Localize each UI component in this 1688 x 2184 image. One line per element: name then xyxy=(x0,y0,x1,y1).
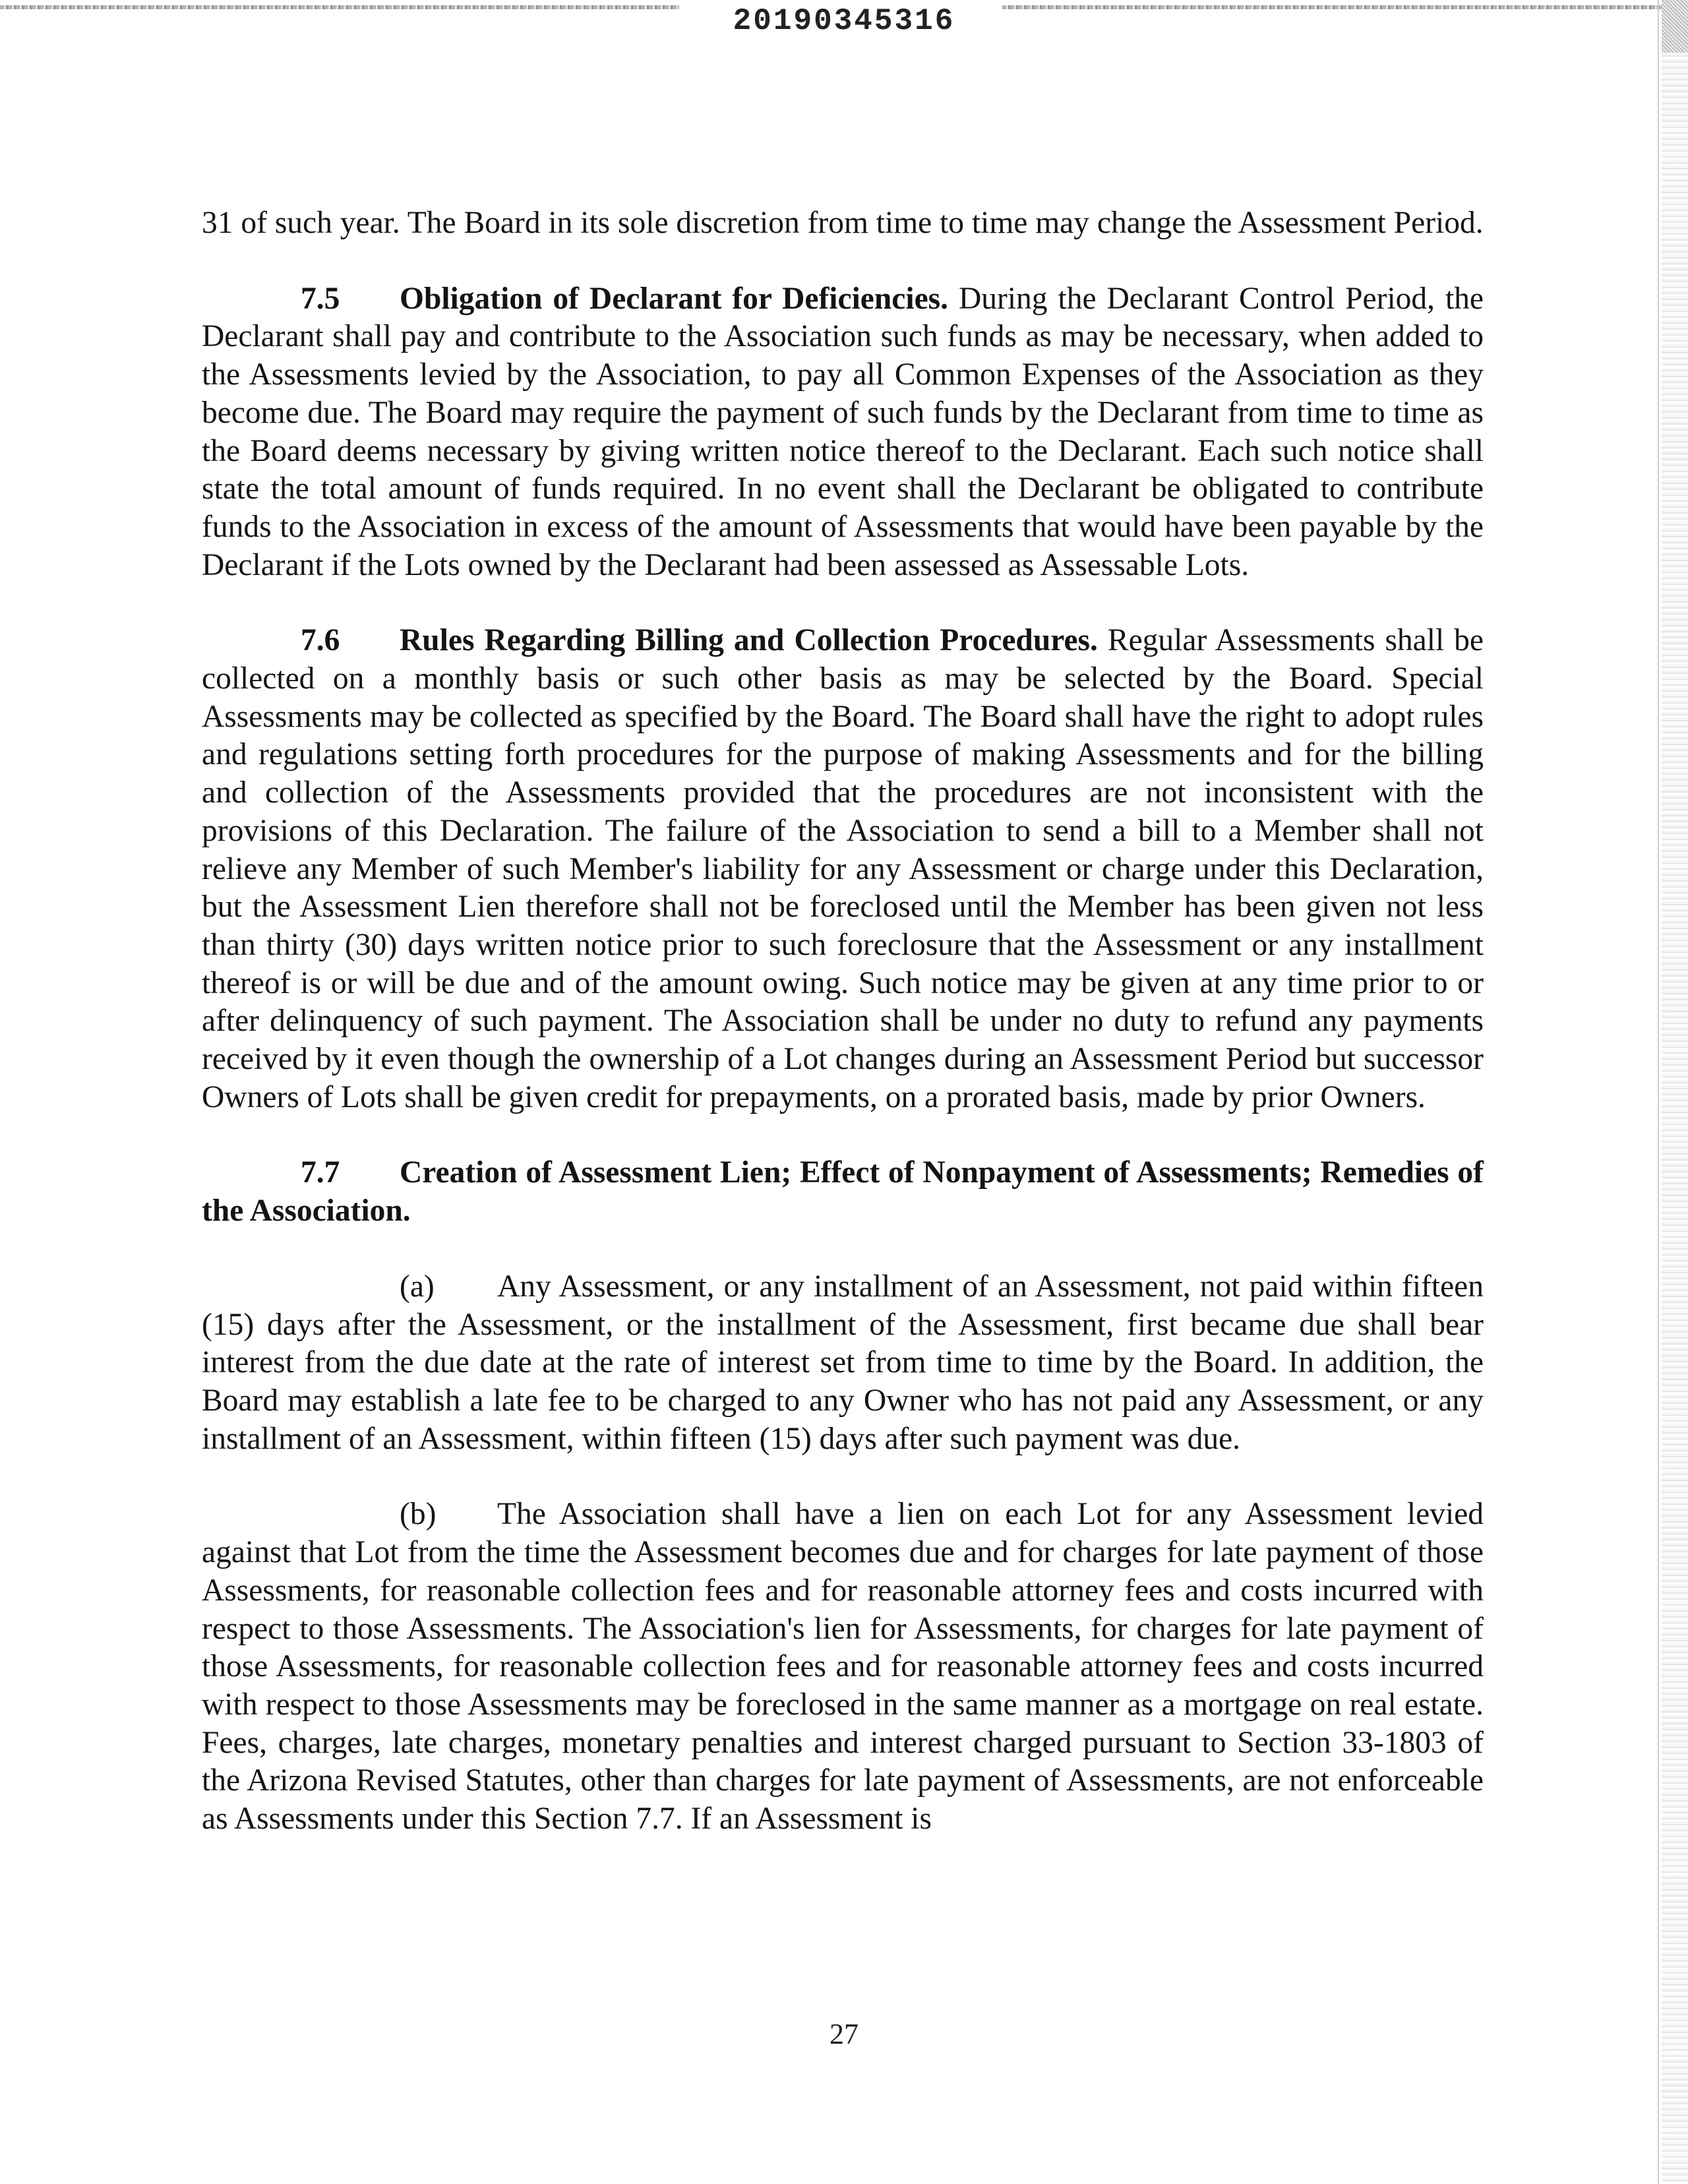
continuation-paragraph: 31 of such year. The Board in its sole discretion from time to time may change the Assessment Period. xyxy=(202,206,1484,240)
section-7-7-item-a xyxy=(202,1268,1484,1459)
scan-artifact-right-edge xyxy=(1662,0,1688,2184)
page-body xyxy=(202,204,1484,1876)
scan-artifact-edge-line xyxy=(1658,0,1659,2184)
section-7-5 xyxy=(202,280,1484,585)
section-7-6 xyxy=(202,622,1484,1116)
document-number: 20190345316 xyxy=(733,4,955,38)
item-label: (a) xyxy=(400,1269,435,1304)
section-number: 7.6 xyxy=(301,623,340,658)
section-title: Rules Regarding Billing and Collection Procedures. xyxy=(400,623,1098,658)
section-7-7-item-b xyxy=(202,1496,1484,1838)
section-text: Regular Assessments shall be collected on a monthly basis or such other basis as may be selected by the Board. Special Assessments may be collected as specified by the Board. The Board shall have the right to adopt rules and regulations setting forth procedures for the purpose of making Assessments and for the billing and collection of the Assessments provided that the procedures are not inconsistent with the provisions of this Declaration. The failure of the Association to send a bill to a Member shall not relieve any Member of such Member's liability for any Assessment or charge under this Declaration, but the Assessment Lien therefore shall not be foreclosed until the Member has been given not less than thirty (30) days written notice prior to such foreclosure that the Assessment or any installment thereof is or will be due and of the amount owing. Such notice may be given at any time prior to or after delinquency of such payment. The Association shall be under no duty to refund any payments received by it even though the ownership of a Lot changes during an Assessment Period but successor Owners of Lots shall be given credit for prepayments, on a prorated basis, made by prior Owners. xyxy=(202,623,1484,1114)
section-text: During the Declarant Control Period, the Declarant shall pay and contribute to the Association such funds as may be necessary, when added to the Assessments levied by the Association, to pay all Common Expenses of the Association as they become due. The Board may require the payment of such funds by the Declarant from time to time as the Board deems necessary by giving written notice thereof to the Declarant. Each such notice shall state the total amount of funds required. In no event shall the Declarant be obligated to contribute funds to the Association in excess of the amount of Assessments that would have been payable by the Declarant if the Lots owned by the Declarant had been assessed as Assessable Lots. xyxy=(202,281,1484,582)
page-number: 27 xyxy=(829,2018,859,2050)
section-number: 7.7 xyxy=(301,1155,340,1190)
item-text: The Association shall have a lien on each Lot for any Assessment levied against that Lot from the time the Assessment becomes due and for charges for late payment of those Assessments, for reasonable collection fees and for reasonable attorney fees and costs incurred with respect to those Assessments. The Association's lien for Assessments, for charges for late payment of those Assessments, for reasonable collection fees and for reasonable attorney fees and costs incurred with respect to those Assessments may be foreclosed in the same manner as a mortgage on real estate. Fees, charges, late charges, monetary penalties and interest charged pursuant to Section 33-1803 of the Arizona Revised Statutes, other than charges for late payment of Assessments, are not enforceable as Assessments under this Section 7.7. If an Assessment is xyxy=(202,1497,1484,1836)
section-7-7-heading xyxy=(202,1154,1484,1230)
section-number: 7.5 xyxy=(301,281,340,316)
item-text: Any Assessment, or any installment of an Assessment, not paid within fifteen (15) days after the Assessment, or the installment of the Assessment, first became due shall bear interest from the due date at the rate of interest set from time to time by the Board. In addition, the Board may establish a late fee to be charged to any Owner who has not paid any Assessment, or any installment of an Assessment, within fifteen (15) days after such payment was due. xyxy=(202,1269,1484,1456)
section-title: Obligation of Declarant for Deficiencies. xyxy=(400,281,949,316)
section-title: Creation of Assessment Lien; Effect of Nonpayment of Assessments; Remedies of the Association. xyxy=(202,1155,1484,1228)
item-label: (b) xyxy=(400,1497,437,1532)
